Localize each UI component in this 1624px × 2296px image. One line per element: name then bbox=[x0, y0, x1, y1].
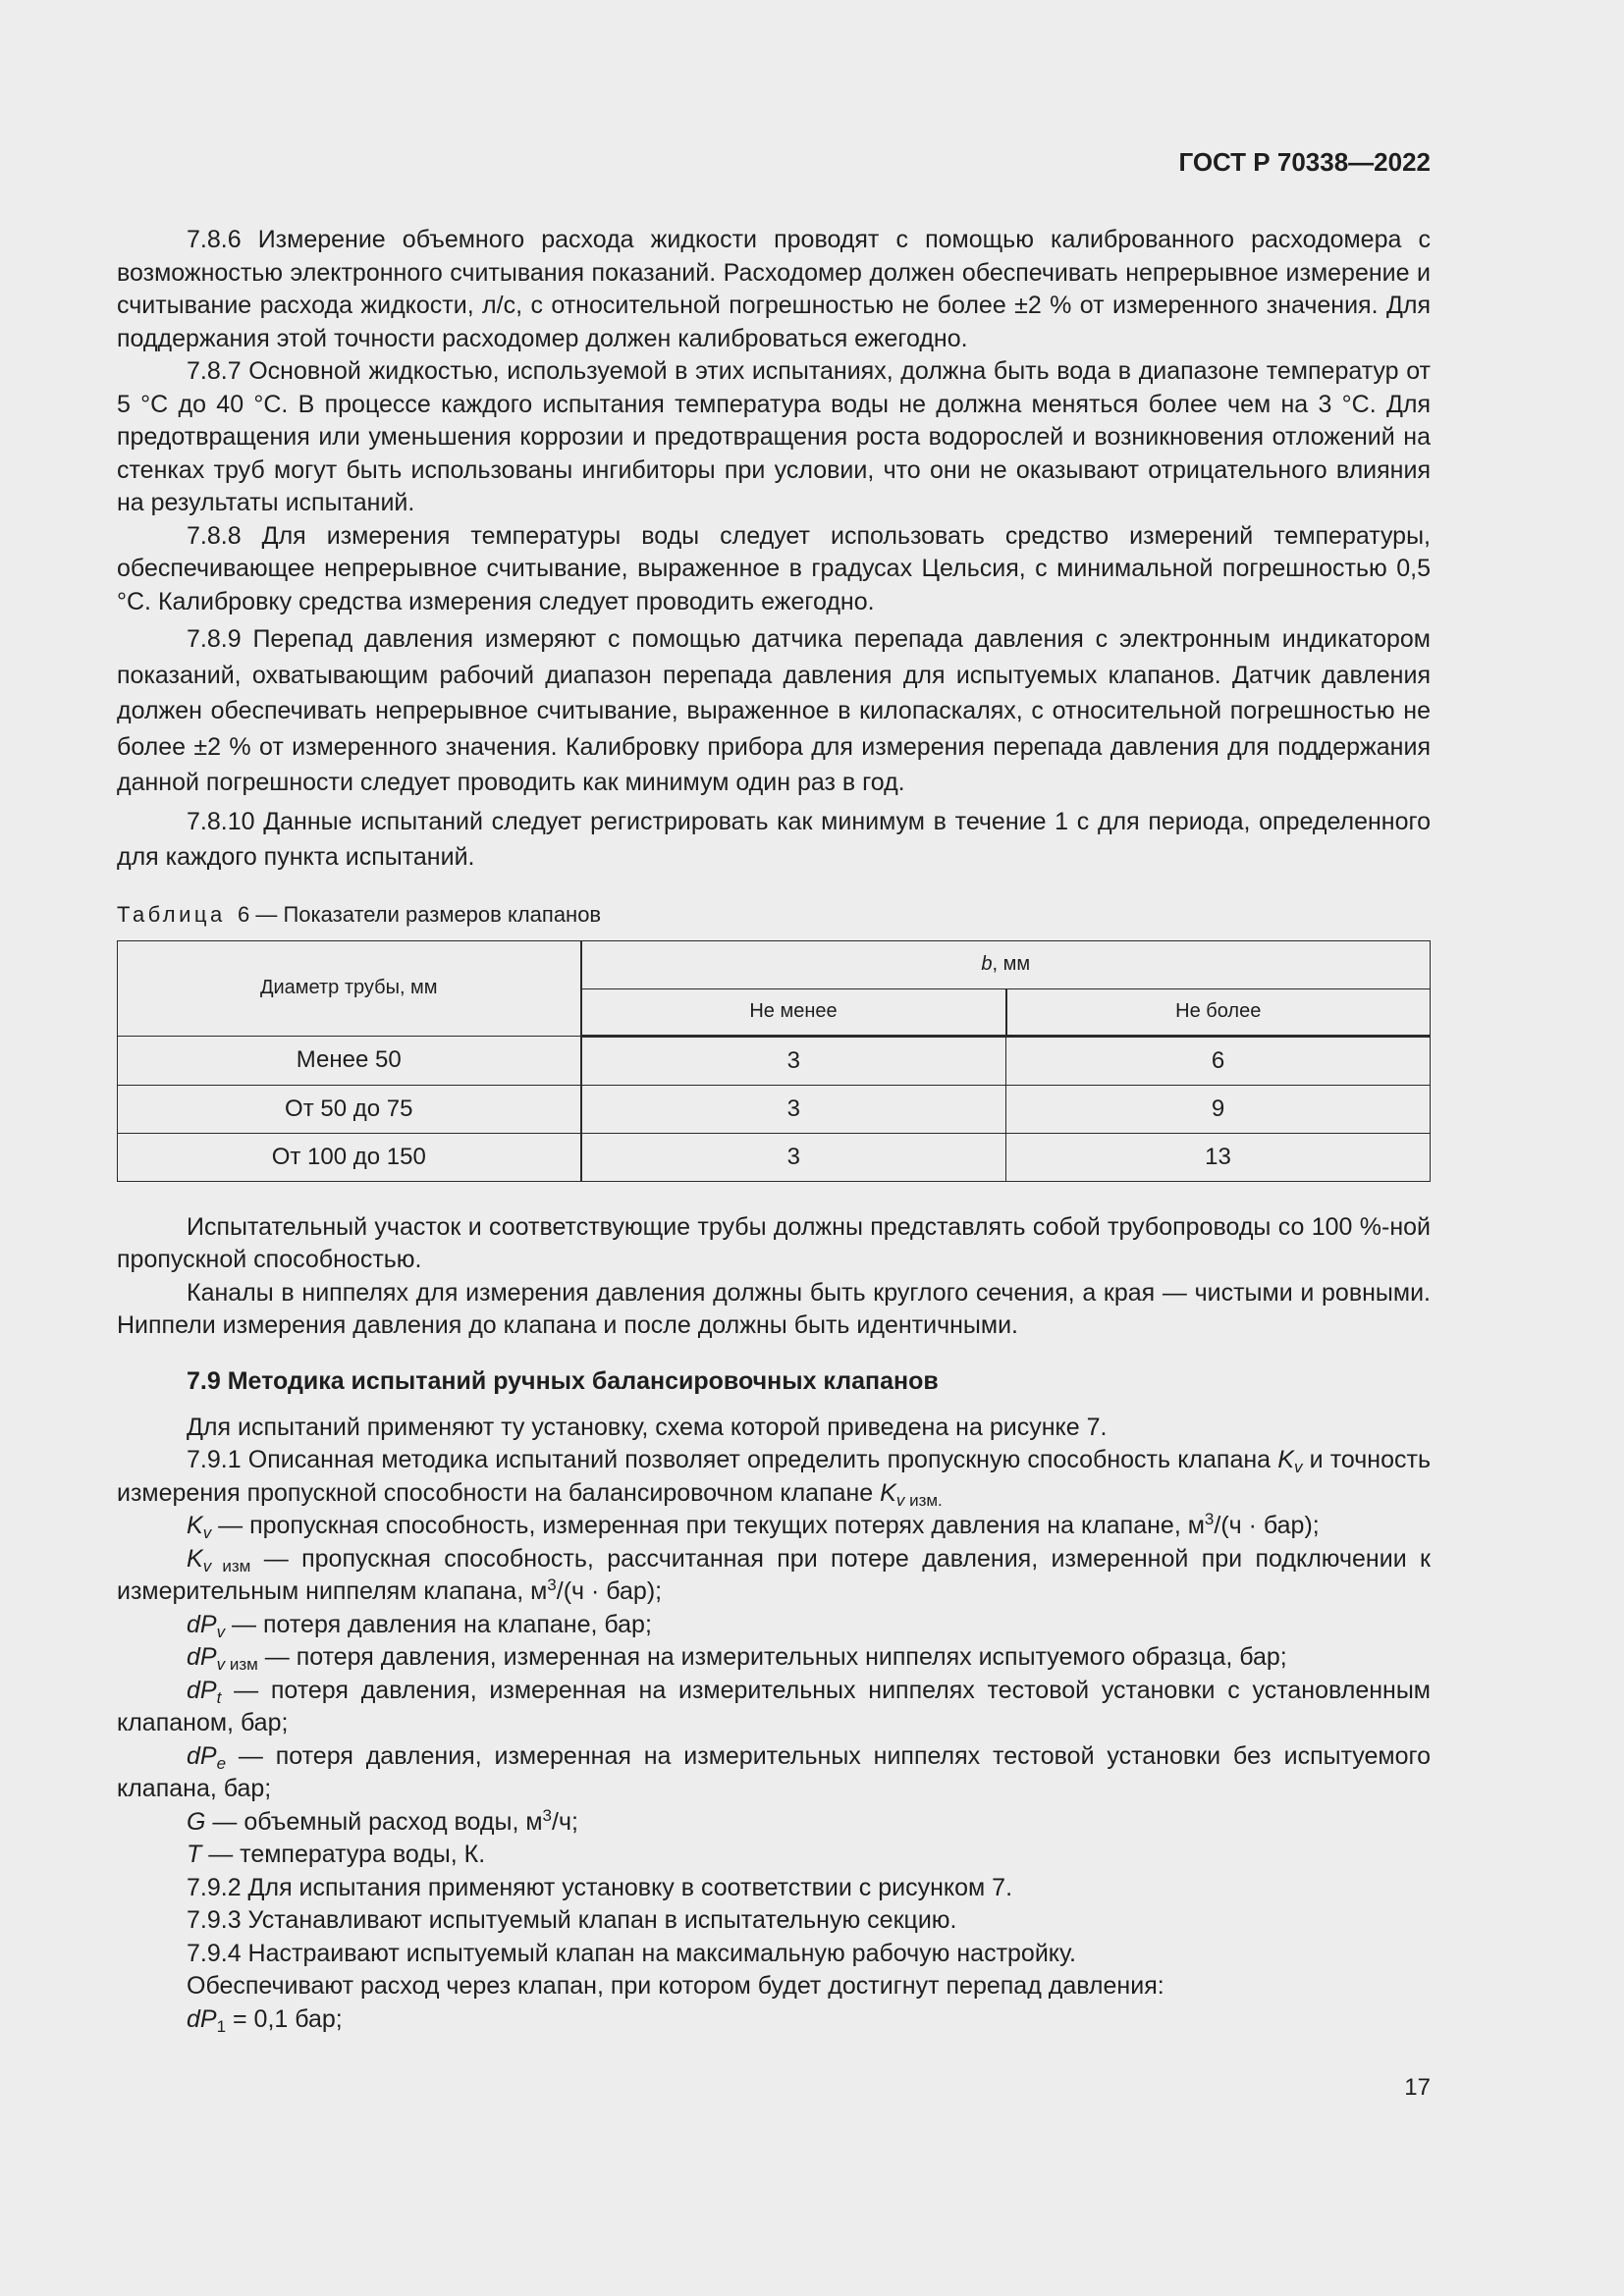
formula-dp1 bbox=[117, 2003, 1431, 2037]
paragraph-7-8-7: 7.8.7 Основной жидкостью, используемой в этих испытаниях, должна быть вода в диапазоне температур от 5 °С до 40 °С. В процессе каждого испытания температура воды не должна меняться более чем на 3 °С. Для предотвращения или уменьшения коррозии и предотвращения роста водорослей и возникновения отложений на стенках труб могут быть использованы ингибиторы при условии, что они не оказывают отрицательного влияния на результаты испытаний. bbox=[117, 357, 1431, 516]
paragraph-7-9-3: 7.9.3 Устанавливают испытуемый клапан в испытательную секцию. bbox=[187, 1906, 957, 1934]
definition-g-text: — объемный расход воды, м bbox=[205, 1807, 543, 1836]
cell-min: 3 bbox=[581, 1085, 1006, 1133]
header-min: Не менее bbox=[581, 988, 1006, 1036]
definition-t bbox=[117, 1839, 1431, 1872]
paragraph-7-8-10: 7.8.10 Данные испытаний следует регистрировать как минимум в течение 1 с для периода, определенного для каждого пункта испытаний. bbox=[117, 807, 1431, 871]
valve-size-table bbox=[117, 940, 1431, 1182]
definition-dpv-izm bbox=[117, 1641, 1431, 1675]
subscript-v: v bbox=[216, 1622, 226, 1641]
subscript-v: v bbox=[216, 1655, 226, 1674]
symbol-k: K bbox=[880, 1478, 896, 1507]
paragraph-test-section: Испытательный участок и соответствующие трубы должны представлять собой трубопроводы со 100 %-ной пропускной способностью. bbox=[117, 1212, 1431, 1273]
symbol-dp: dP bbox=[187, 1610, 217, 1638]
subscript-1: 1 bbox=[216, 2016, 227, 2036]
table-row bbox=[118, 1036, 1431, 1085]
cell-min: 3 bbox=[581, 1036, 1006, 1085]
definition-dpt bbox=[117, 1675, 1431, 1740]
header-max: Не более bbox=[1006, 988, 1431, 1036]
definition-kv-izm-text: — пропускная способность, рассчитанная при потере давления, измеренной при подключении к измерительным ниппелям клапана, м bbox=[117, 1544, 1431, 1605]
table-row bbox=[118, 1133, 1431, 1181]
cell-max: 13 bbox=[1006, 1133, 1431, 1181]
subscript-v: v bbox=[202, 1556, 212, 1575]
subscript-v: v bbox=[1293, 1458, 1303, 1476]
symbol-dp: dP bbox=[187, 1741, 217, 1770]
text-7-9-1-part-b: и точность измерения пропускной способности на балансировочном клапане bbox=[117, 1446, 1431, 1507]
table-caption bbox=[117, 902, 1431, 928]
definition-kv-unit: /(ч · бар); bbox=[1214, 1512, 1320, 1539]
table-caption-label: Таблица bbox=[117, 901, 226, 927]
page-content bbox=[117, 224, 1431, 2036]
paragraph-flow: Обеспечивают расход через клапан, при котором будет достигнут перепад давления: bbox=[187, 1972, 1164, 2000]
symbol-g: G bbox=[187, 1807, 206, 1836]
table-header-row bbox=[118, 940, 1431, 988]
subscript-v-izm: v изм bbox=[216, 1655, 258, 1674]
definition-g bbox=[117, 1806, 1431, 1840]
cell-max: 6 bbox=[1006, 1036, 1431, 1085]
definition-dpt-text: — потеря давления, измеренная на измерительных ниппелях тестовой установки с установленным клапаном, бар; bbox=[117, 1676, 1431, 1736]
document-header: ГОСТ Р 70338—2022 bbox=[1178, 147, 1431, 177]
cell-max: 9 bbox=[1006, 1085, 1431, 1133]
paragraph-7-8-8: 7.8.8 Для измерения температуры воды следует использовать средство измерений температуры, обеспечивающее непрерывное считывание, выраженное в градусах Цельсия, с минимальной погрешностью 0,5 °С. Калибровку средства измерения следует проводить ежегодно. bbox=[117, 521, 1431, 615]
cell-min: 3 bbox=[581, 1133, 1006, 1181]
paragraph-nipple-channels: Каналы в ниппелях для измерения давления должны быть круглого сечения, а края — чистыми и ровными. Ниппели измерения давления до клапана и после должны быть идентичными. bbox=[117, 1278, 1431, 1339]
page-number: 17 bbox=[1404, 2074, 1431, 2101]
section-7-9-heading: 7.9 Методика испытаний ручных балансировочных клапанов bbox=[187, 1366, 939, 1395]
superscript-3: 3 bbox=[547, 1575, 557, 1594]
symbol-dp: dP bbox=[187, 2004, 217, 2033]
symbol-k: K bbox=[1277, 1446, 1294, 1473]
symbol-kv-izm bbox=[880, 1479, 896, 1507]
symbol-dp: dP bbox=[187, 1676, 217, 1704]
paragraph-7-8-6: 7.8.6 Измерение объемного расхода жидкости проводят с помощью калиброванного расходомера с возможностью электронного считывания показаний. Расходомер должен обеспечивать непрерывное измерение и считывание расхода жидкости, л/с, с относительной погрешностью не более ±2 % от измеренного значения. Для поддержания этой точности расходомер должен калиброваться ежегодно. bbox=[117, 226, 1431, 352]
paragraph-7-9-1 bbox=[117, 1444, 1431, 1510]
definition-dpv-text: — потеря давления на клапане, бар; bbox=[225, 1610, 652, 1638]
cell-diameter: Менее 50 bbox=[118, 1036, 581, 1085]
cell-diameter: От 100 до 150 bbox=[118, 1133, 581, 1181]
superscript-3: 3 bbox=[542, 1805, 553, 1825]
symbol-kv bbox=[1277, 1446, 1303, 1476]
superscript-3: 3 bbox=[1204, 1510, 1215, 1528]
table-row bbox=[118, 1085, 1431, 1133]
text-7-9-1-part-a: 7.9.1 Описанная методика испытаний позволяет определить пропускную способность клапана bbox=[187, 1446, 1278, 1473]
paragraph-7-9-4: 7.9.4 Настраивают испытуемый клапан на максимальную рабочую настройку. bbox=[187, 1939, 1076, 1967]
definition-kv-text: — пропускная способность, измеренная при текущих потерях давления на клапане, м bbox=[211, 1512, 1205, 1539]
symbol-k: K bbox=[187, 1544, 203, 1573]
subscript-e: e bbox=[216, 1753, 227, 1773]
paragraph-7-9-intro: Для испытаний применяют ту установку, схема которой приведена на рисунке 7. bbox=[187, 1413, 1108, 1441]
header-b-unit: , мм bbox=[992, 953, 1031, 975]
subscript-v: v bbox=[895, 1490, 905, 1510]
definition-kv-izm bbox=[117, 1543, 1431, 1609]
paragraph-7-8-9: 7.8.9 Перепад давления измеряют с помощью датчика перепада давления с электронным индикатором показаний, охватывающим рабочий диапазон перепада давления для испытуемых клапанов. Датчик давления должен обеспечивать непрерывное считывание, выраженное в килопаскалях, с относительной погрешностью не более ±2 % от измеренного значения. Калибровку прибора для измерения перепада давления для поддержания данной погрешности следует проводить как минимум один раз в год. bbox=[117, 625, 1431, 796]
definition-kv-izm-unit: /(ч · бар); bbox=[556, 1577, 663, 1605]
definition-dpe-text: — потеря давления, измеренная на измерительных ниппелях тестовой установки без испытуемого клапана, бар; bbox=[117, 1741, 1431, 1802]
paragraph-7-9-2: 7.9.2 Для испытания применяют установку в соответствии с рисунком 7. bbox=[187, 1873, 1013, 1901]
subscript-v: v bbox=[202, 1523, 212, 1542]
symbol-k: K bbox=[187, 1512, 203, 1539]
subscript-v-izm: v изм bbox=[202, 1556, 251, 1575]
cell-diameter: От 50 до 75 bbox=[118, 1085, 581, 1133]
definition-dpe bbox=[117, 1740, 1431, 1806]
subscript-t: t bbox=[216, 1687, 222, 1707]
formula-dp1-value: = 0,1 бар; bbox=[226, 2004, 343, 2033]
definition-g-unit: /ч; bbox=[552, 1807, 578, 1836]
definition-t-text: — температура воды, К. bbox=[201, 1841, 486, 1868]
symbol-t: T bbox=[187, 1841, 202, 1868]
header-b-var: b bbox=[981, 953, 993, 975]
header-diameter: Диаметр трубы, мм bbox=[118, 940, 581, 1036]
symbol-dp: dP bbox=[187, 1643, 217, 1671]
table-caption-text: 6 — Показатели размеров клапанов bbox=[238, 901, 602, 927]
subscript-v-izm: v изм. bbox=[895, 1490, 943, 1510]
header-b bbox=[581, 940, 1431, 988]
definition-dpv-izm-text: — потеря давления, измеренная на измерительных ниппелях испытуемого образца, бар; bbox=[257, 1643, 1287, 1671]
post-table-text bbox=[117, 1211, 1431, 1343]
definition-kv bbox=[117, 1510, 1431, 1543]
definition-dpv bbox=[117, 1609, 1431, 1642]
